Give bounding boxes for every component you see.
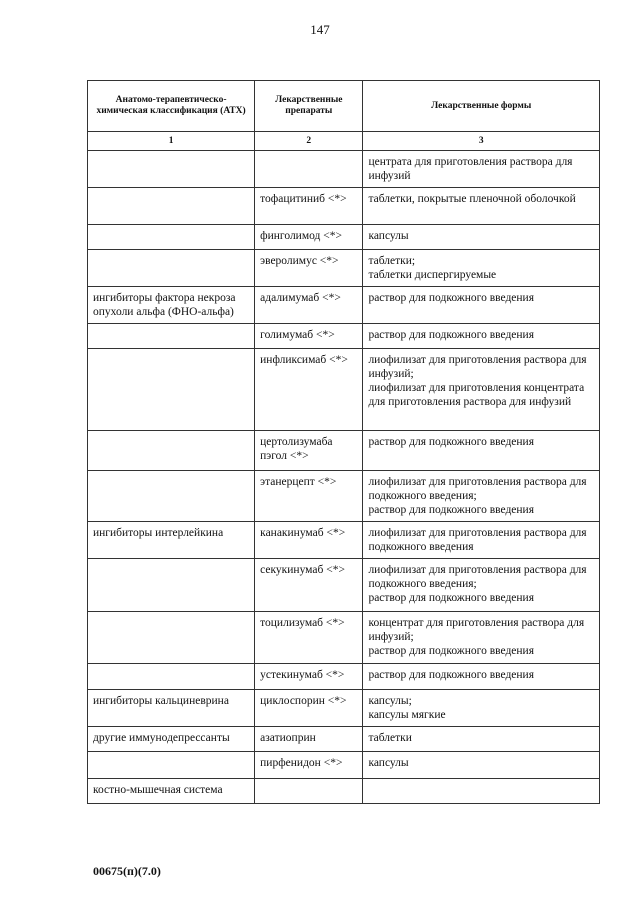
forms-cell bbox=[363, 559, 600, 612]
header-drugs: Лекарственные препараты bbox=[255, 81, 363, 132]
drug-cell: пирфенидон <*> bbox=[255, 752, 363, 779]
forms-cell bbox=[363, 431, 600, 471]
dosage-form: раствор для подкожного введения bbox=[368, 292, 534, 304]
dosage-form: лиофилизат для приготовления раствора для подкожного введения bbox=[368, 527, 587, 553]
forms-cell bbox=[363, 690, 600, 727]
dosage-form: раствор для подкожного введения bbox=[368, 504, 534, 516]
dosage-form: лиофилизат для приготовления раствора для инфузий; bbox=[368, 354, 587, 380]
drug-cell: секукинумаб <*> bbox=[255, 559, 363, 612]
dosage-form: лиофилизат для приготовления раствора для подкожного введения; bbox=[368, 564, 587, 590]
atc-cell bbox=[88, 612, 255, 664]
atc-cell bbox=[88, 559, 255, 612]
drug-cell: финголимод <*> bbox=[255, 225, 363, 250]
dosage-form: раствор для подкожного введения bbox=[368, 592, 534, 604]
dosage-form: капсулы мягкие bbox=[368, 709, 446, 721]
forms-cell bbox=[363, 188, 600, 225]
atc-cell bbox=[88, 225, 255, 250]
atc-cell bbox=[88, 349, 255, 431]
atc-cell bbox=[88, 431, 255, 471]
table-row bbox=[88, 664, 600, 690]
forms-cell bbox=[363, 471, 600, 522]
table-row bbox=[88, 559, 600, 612]
drug-cell: циклоспорин <*> bbox=[255, 690, 363, 727]
table-row bbox=[88, 287, 600, 324]
drug-cell: канакинумаб <*> bbox=[255, 522, 363, 559]
forms-cell bbox=[363, 287, 600, 324]
drug-cell: тоцилизумаб <*> bbox=[255, 612, 363, 664]
atc-cell bbox=[88, 664, 255, 690]
forms-cell bbox=[363, 225, 600, 250]
forms-cell bbox=[363, 664, 600, 690]
dosage-form: капсулы bbox=[368, 230, 409, 242]
atc-cell bbox=[88, 324, 255, 349]
table-row bbox=[88, 779, 600, 804]
forms-cell bbox=[363, 779, 600, 804]
dosage-form: центрата для приготовления раствора для инфузий bbox=[368, 156, 573, 182]
drug-cell: голимумаб <*> bbox=[255, 324, 363, 349]
header-atc: Анатомо-терапевтическо-химическая классификация (АТХ) bbox=[88, 81, 255, 132]
atc-cell: костно-мышечная система bbox=[88, 779, 255, 804]
atc-cell bbox=[88, 151, 255, 188]
atc-cell: ингибиторы интерлейкина bbox=[88, 522, 255, 559]
column-number: 2 bbox=[255, 132, 363, 151]
dosage-form: капсулы bbox=[368, 757, 409, 769]
page-number: 147 bbox=[310, 22, 330, 37]
table-row bbox=[88, 324, 600, 349]
table-row bbox=[88, 349, 600, 431]
dosage-form: таблетки; bbox=[368, 255, 416, 267]
forms-cell bbox=[363, 250, 600, 287]
drug-cell: эверолимус <*> bbox=[255, 250, 363, 287]
drug-cell: инфликсимаб <*> bbox=[255, 349, 363, 431]
table-row bbox=[88, 250, 600, 287]
forms-cell bbox=[363, 349, 600, 431]
column-number-row bbox=[88, 132, 600, 151]
dosage-form: таблетки bbox=[368, 732, 412, 744]
atc-cell bbox=[88, 188, 255, 225]
dosage-form: лиофилизат для приготовления раствора для подкожного введения; bbox=[368, 476, 587, 502]
drug-cell: адалимумаб <*> bbox=[255, 287, 363, 324]
atc-cell bbox=[88, 752, 255, 779]
forms-cell bbox=[363, 522, 600, 559]
dosage-form: концентрат для приготовления раствора для инфузий; bbox=[368, 617, 585, 643]
column-number: 1 bbox=[88, 132, 255, 151]
drug-cell: азатиоприн bbox=[255, 727, 363, 752]
table-row bbox=[88, 188, 600, 225]
document-code: 00675(п)(7.0) bbox=[93, 864, 161, 878]
dosage-form: раствор для подкожного введения bbox=[368, 436, 534, 448]
drug-cell bbox=[255, 779, 363, 804]
table-row bbox=[88, 431, 600, 471]
drug-cell: цертолизумаба пэгол <*> bbox=[255, 431, 363, 471]
dosage-form: капсулы; bbox=[368, 695, 412, 707]
table-row bbox=[88, 612, 600, 664]
forms-cell bbox=[363, 324, 600, 349]
forms-cell bbox=[363, 752, 600, 779]
table-row bbox=[88, 225, 600, 250]
forms-cell bbox=[363, 612, 600, 664]
header-forms: Лекарственные формы bbox=[363, 81, 600, 132]
atc-cell: ингибиторы фактора некроза опухоли альфа (ФНО-альфа) bbox=[88, 287, 255, 324]
dosage-form: таблетки диспергируемые bbox=[368, 269, 497, 281]
atc-cell bbox=[88, 250, 255, 287]
table-row bbox=[88, 522, 600, 559]
table-row bbox=[88, 690, 600, 727]
dosage-form: раствор для подкожного введения bbox=[368, 669, 534, 681]
forms-cell bbox=[363, 151, 600, 188]
atc-cell bbox=[88, 471, 255, 522]
drug-cell: этанерцепт <*> bbox=[255, 471, 363, 522]
drug-cell: устекинумаб <*> bbox=[255, 664, 363, 690]
table-row bbox=[88, 151, 600, 188]
dosage-form: таблетки, покрытые пленочной оболочкой bbox=[368, 193, 576, 205]
table-row bbox=[88, 727, 600, 752]
drug-table bbox=[87, 80, 600, 804]
dosage-form: лиофилизат для приготовления концентрата для приготовления раствора для инфузий bbox=[368, 382, 585, 408]
table-header-row bbox=[88, 81, 600, 132]
table-row bbox=[88, 752, 600, 779]
dosage-form: раствор для подкожного введения bbox=[368, 645, 534, 657]
drug-cell bbox=[255, 151, 363, 188]
dosage-form: раствор для подкожного введения bbox=[368, 329, 534, 341]
atc-cell: другие иммунодепрессанты bbox=[88, 727, 255, 752]
table-row bbox=[88, 471, 600, 522]
forms-cell bbox=[363, 727, 600, 752]
drug-cell: тофацитиниб <*> bbox=[255, 188, 363, 225]
atc-cell: ингибиторы кальциневрина bbox=[88, 690, 255, 727]
column-number: 3 bbox=[363, 132, 600, 151]
